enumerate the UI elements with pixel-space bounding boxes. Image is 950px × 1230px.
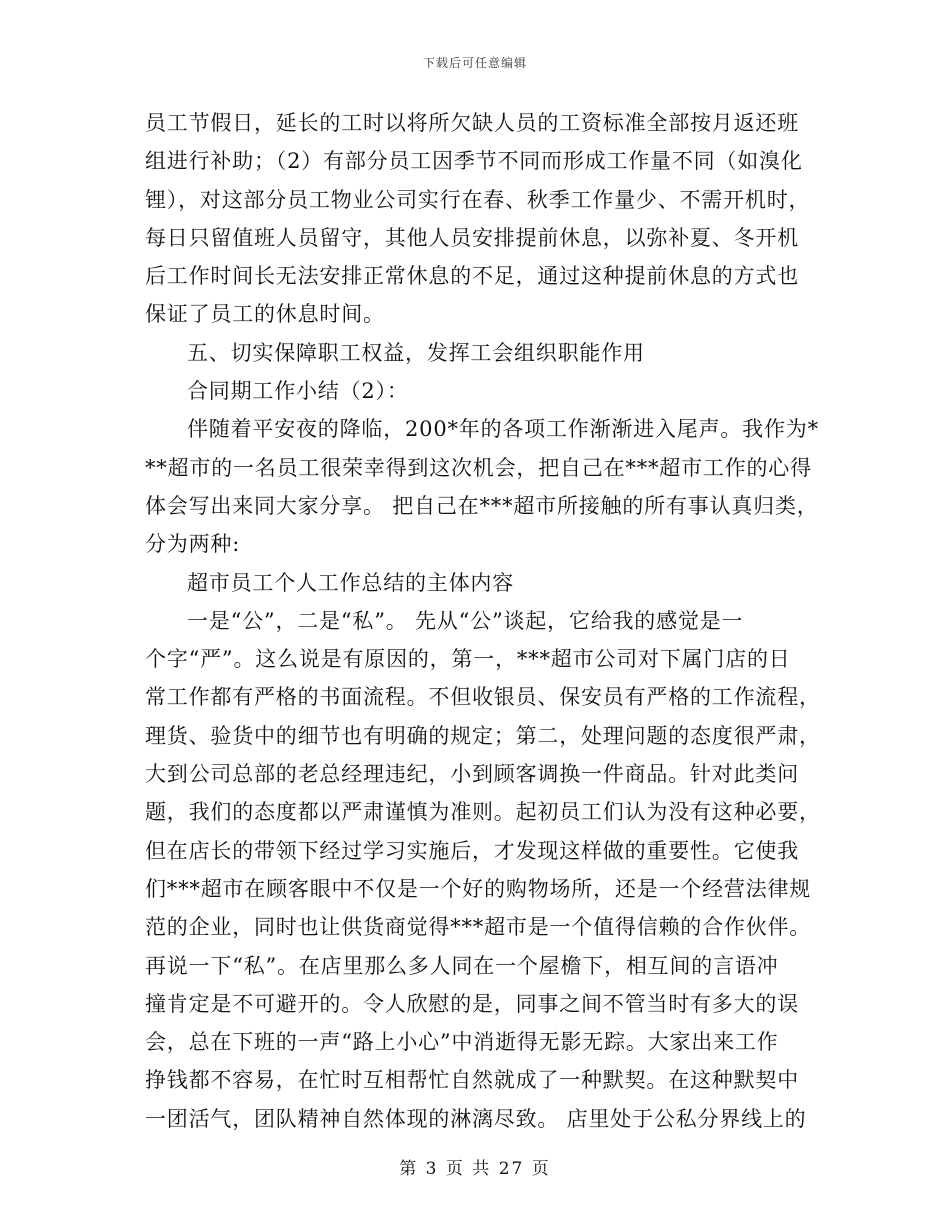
text-line: 锂），对这部分员工物业公司实行在春、秋季工作量少、不需开机时， [145, 187, 811, 212]
text-line: 保证了员工的休息时间。 [145, 302, 385, 327]
text-line: 每日只留值班人员留守，其他人员安排提前休息，以弥补夏、冬开机 [145, 225, 799, 250]
text-line: **超市的一名员工很荣幸得到这次机会，把自己在***超市工作的心得 [145, 455, 812, 480]
page-footer: 第 3 页 共 27 页 [399, 1159, 551, 1179]
text-line: 员工节假日，延长的工时以将所欠缺人员的工资标准全部按月返还班 [145, 111, 799, 135]
text-line: 一是“公”，二是“私”。 先从“公”谈起，它给我的感觉是一 [187, 608, 744, 633]
page-header: 下载后可任意编辑 [422, 56, 527, 70]
text-line: 再说一下“私”。在店里那么多人同在一个屋檐下，相互间的言语冲 [145, 953, 779, 978]
text-line: 但在店长的带领下经过学习实施后，才发现这样做的重要性。它使我 [145, 838, 799, 863]
text-line: 伴随着平安夜的降临，200*年的各项工作渐渐进入尾声。我作为* [187, 417, 819, 442]
text-line: 一团活气，团队精神自然体现的淋漓尽致。 店里处于公私分界线上的 [145, 1106, 807, 1131]
text-line: 组进行补助；（2）有部分员工因季节不同而形成工作量不同（如溴化 [145, 149, 803, 174]
text-line: 后工作时间长无法安排正常休息的不足，通过这种提前休息的方式也 [145, 264, 799, 289]
text-line: 范的企业，同时也让供货商觉得***超市是一个值得信赖的合作伙伴。 [145, 915, 812, 940]
text-line: 超市员工个人工作总结的主体内容 [187, 570, 514, 595]
text-line: 个字“严”。这么说是有原因的，第一，***超市公司对下属门店的日 [145, 647, 791, 672]
text-line: 分为两种: [145, 532, 241, 557]
text-line: 们***超市在顾客眼中不仅是一个好的购物场所，还是一个经营法律规 [145, 876, 812, 901]
text-line: 挣钱都不容易，在忙时互相帮忙自然就成了一种默契。在这种默契中 [145, 1068, 799, 1093]
text-line: 合同期工作小结（2）： [187, 379, 409, 404]
text-line: 题，我们的态度都以严肃谨慎为准则。起初员工们认为没有这种必要， [145, 800, 821, 825]
text-line: 会，总在下班的一声“路上小心”中消逝得无影无踪。大家出来工作 [145, 1030, 779, 1055]
text-line: 体会写出来同大家分享。 把自己在***超市所接触的所有事认真归类， [145, 493, 819, 518]
text-line: 大到公司总部的老总经理违纪，小到顾客调换一件商品。针对此类问 [145, 762, 799, 787]
text-line: 撞肯定是不可避开的。令人欣慰的是，同事之间不管当时有多大的误 [145, 991, 799, 1016]
document-body [145, 104, 821, 1138]
text-line: 常工作都有严格的书面流程。不但收银员、保安员有严格的工作流程， [145, 685, 821, 710]
text-line: 理货、验货中的细节也有明确的规定；第二，处理问题的态度很严肃， [145, 723, 821, 748]
text-line: 五、切实保障职工权益，发挥工会组织职能作用 [187, 340, 645, 365]
